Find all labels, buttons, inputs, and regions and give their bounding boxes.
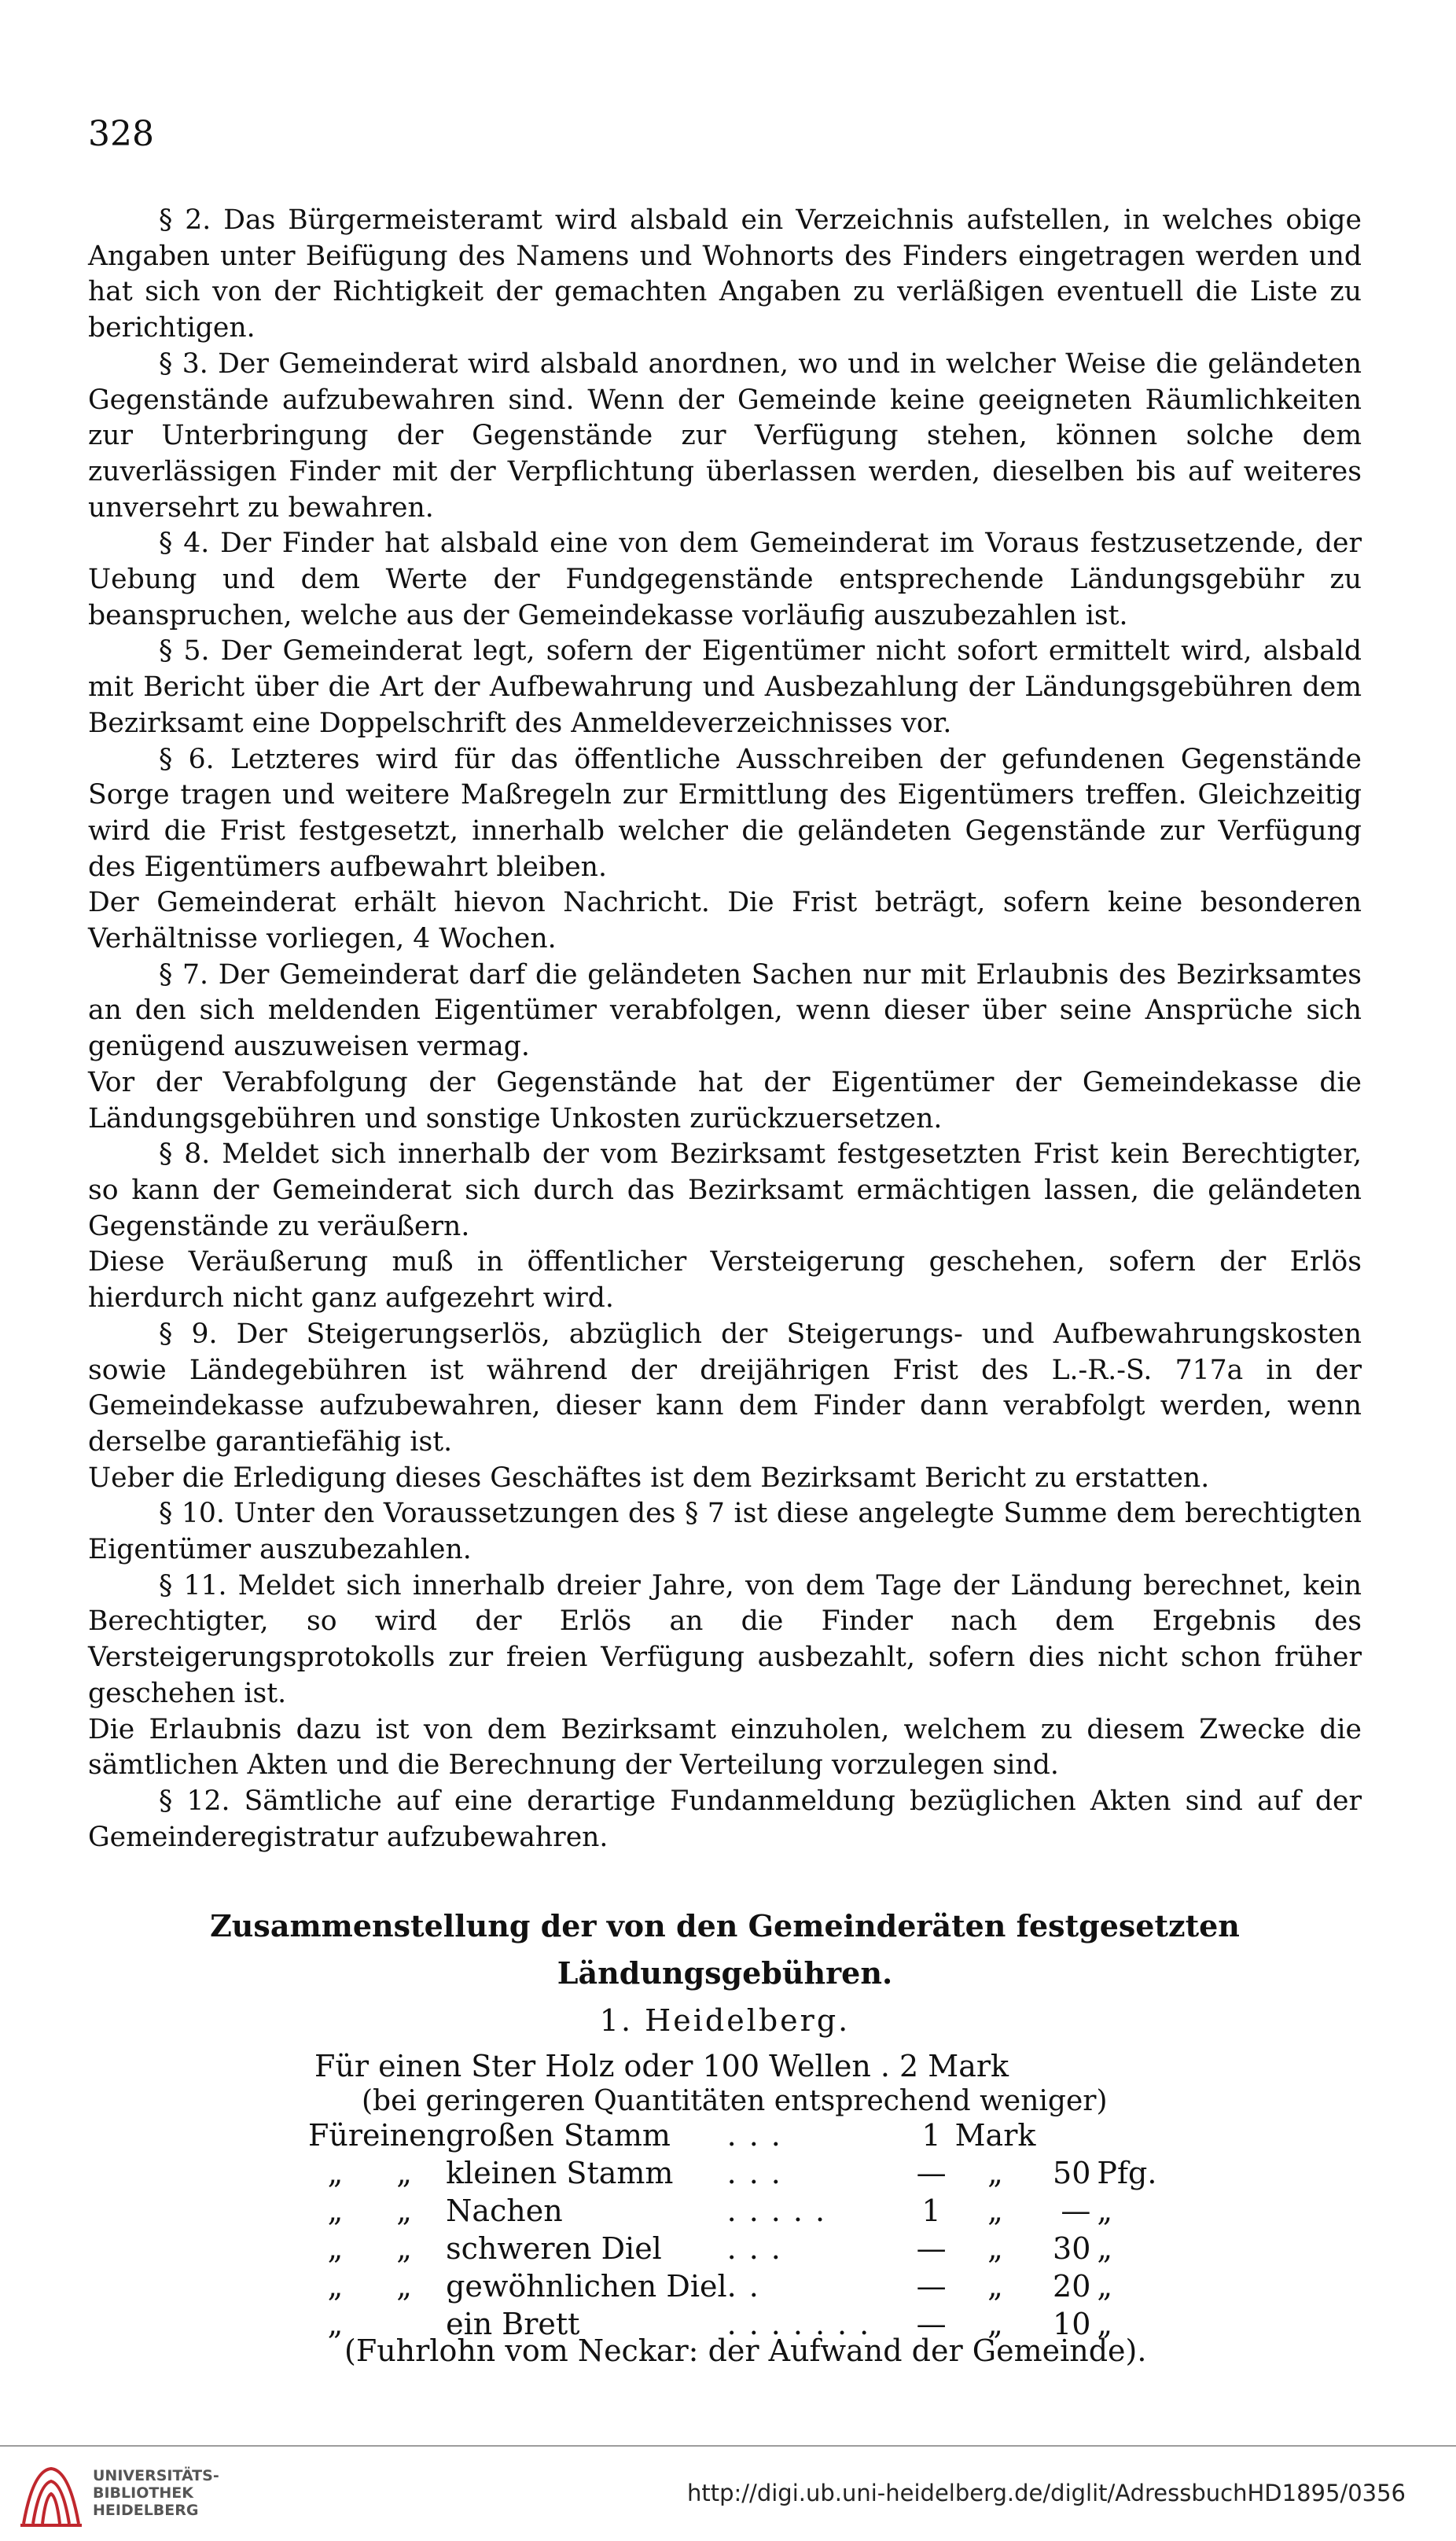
fee-cell-ditto2: „	[396, 2231, 412, 2266]
paragraph: § 7. Der Gemeinderat darf die geländeten Sachen nur mit Erlaubnis des Bezirksamtes an den sich meldenden Eigentümer verabfolgen, wenn dieser über seine Ansprüche sich genügend auszuweisen vermag.	[88, 958, 1362, 1063]
source-url-link[interactable]: http://digi.ub.uni-heidelberg.de/diglit/AdressbuchHD1895/0356	[686, 2480, 1406, 2506]
fee-cell-dots: ...	[726, 2118, 793, 2153]
fee-cell-unit: „	[987, 2156, 1003, 2190]
university-library-logo-icon	[17, 2462, 85, 2530]
fee-cell-unit2: „	[1097, 2269, 1113, 2304]
fee-cell-ditto1: „	[327, 2307, 344, 2341]
paragraph: § 2. Das Bürgermeisteramt wird alsbald ein Verzeichnis aufstellen, in welches obige Angaben unter Beifügung des Namens und Wohnorts des Finders eingetragen werden und hat sich von der Richtigkeit der gemachten Angaben zu verläßigen eventuell die Liste zu berichtigen.	[88, 204, 1362, 344]
fee-cell-unit: „	[987, 2269, 1003, 2304]
fee-cell-unit: „	[987, 2307, 1003, 2341]
fee-cell-unit2	[1090, 2115, 1160, 2153]
fee-cell-unit2: „	[1097, 2231, 1113, 2266]
fee-cell-mark: —	[916, 2307, 947, 2341]
body-text	[88, 203, 1362, 1855]
fee-cell-pfg: 50	[1053, 2156, 1091, 2190]
fee-row	[308, 2190, 1160, 2228]
fee-cell-ditto2: „	[396, 2193, 412, 2228]
fee-cell-ditto1: „	[327, 2193, 344, 2228]
fee-row	[308, 2115, 1160, 2153]
fee-note: (bei geringeren Quantitäten entsprechend weniger)	[362, 2085, 1108, 2117]
fee-cell-pfg: 10	[1053, 2307, 1091, 2341]
fee-line-wood: Für einen Ster Holz oder 100 Wellen . 2 Mark	[314, 2049, 1009, 2083]
fee-cell-ditto1: „	[327, 2231, 344, 2266]
fee-row	[308, 2266, 1160, 2304]
fee-cell-unit2: „	[1097, 2193, 1113, 2228]
fee-cell-item: Nachen	[446, 2193, 563, 2228]
fee-cell-mark: 1	[921, 2193, 941, 2228]
fee-cell-ditto2: einen	[362, 2118, 447, 2153]
fee-row	[308, 2228, 1160, 2266]
fee-cell-ditto2: „	[396, 2156, 412, 2190]
paragraph: Der Gemeinderat erhält hievon Nachricht. Die Frist beträgt, sofern keine besonderen Verhältnisse vorliegen, 4 Wochen.	[88, 887, 1362, 955]
fee-cell-item: ein Brett	[446, 2307, 580, 2341]
paragraph: § 10. Unter den Voraussetzungen des § 7 ist diese angelegte Summe dem berechtigten Eigentümer auszubezahlen.	[88, 1498, 1362, 1566]
library-name-line3: HEIDELBERG	[93, 2502, 199, 2519]
fee-cell-unit2: Pfg.	[1097, 2156, 1157, 2190]
paragraph: Die Erlaubnis dazu ist von dem Bezirksamt einzuholen, welchem zu diesem Zwecke die sämtlichen Akten und die Berechnung der Verteilung vorzulegen sind.	[88, 1713, 1362, 1782]
footer	[0, 2447, 1456, 2541]
page-number: 328	[88, 114, 154, 154]
fee-final-note: (Fuhrlohn vom Neckar: der Aufwand der Gemeinde).	[344, 2333, 1147, 2368]
fee-row	[308, 2153, 1160, 2190]
fee-cell-ditto2: „	[396, 2269, 412, 2304]
fee-cell-unit2: „	[1097, 2307, 1113, 2341]
city-heading: 1. Heidelberg.	[599, 2003, 851, 2038]
fee-cell-unit: „	[987, 2231, 1003, 2266]
paragraph: Ueber die Erledigung dieses Geschäftes ist dem Bezirksamt Bericht zu erstatten.	[88, 1462, 1210, 1494]
paragraph: § 12. Sämtliche auf eine derartige Fundanmeldung bezüglichen Akten sind auf der Gemeinderegistratur aufzubewahren.	[88, 1785, 1362, 1853]
fee-cell-mark: —	[916, 2156, 947, 2190]
fee-cell-dots: ...	[726, 2231, 793, 2266]
fee-cell-dots: ..	[726, 2269, 771, 2304]
paragraph: § 4. Der Finder hat alsbald eine von dem Gemeinderat im Voraus festzusetzende, der Uebung und dem Werte der Fundgegenstände entsprechende Ländungsgebühr zu beanspruchen, welche aus der Gemeindekasse vorläufig auszubezahlen ist.	[88, 528, 1362, 631]
fee-cell-item: gewöhnlichen Diel	[446, 2269, 727, 2304]
fee-cell-ditto1: „	[327, 2269, 344, 2304]
table-title: Zusammenstellung der von den Gemeinderäten festgesetzten Ländungsgebühren.	[210, 1908, 1240, 1991]
paragraph: § 11. Meldet sich innerhalb dreier Jahre, von dem Tage der Ländung berechnet, kein Berechtigter, so wird der Erlös an die Finder nach dem Ergebnis des Versteigerungsprotokolls zur freien Verfügung ausbezahlt, sofern dies nicht schon früher geschehen ist.	[88, 1569, 1362, 1709]
paragraph: Diese Veräußerung muß in öffentlicher Versteigerung geschehen, sofern der Erlös hierdurch nicht ganz aufgezehrt wird.	[88, 1246, 1362, 1315]
fee-cell-unit: „	[987, 2193, 1003, 2228]
fee-cell-pfg: 20	[1053, 2269, 1091, 2304]
fee-cell-item: kleinen Stamm	[446, 2156, 674, 2190]
fee-cell-dots: .....	[726, 2193, 838, 2228]
fee-cell-ditto1: Für	[308, 2118, 363, 2153]
fee-cell-unit: Mark	[954, 2118, 1036, 2153]
library-name	[93, 2467, 219, 2519]
paragraph: Vor der Verabfolgung der Gegenstände hat der Eigentümer der Gemeindekasse die Ländungsgebühren und sonstige Unkosten zurückzuersetzen.	[88, 1066, 1362, 1134]
fee-cell-pfg	[1035, 2115, 1090, 2153]
paragraph: § 9. Der Steigerungserlös, abzüglich der Steigerungs- und Aufbewahrungskosten sowie Ländegebühren ist während der dreijährigen Frist des L.-R.-S. 717a in der Gemeindekasse aufzubewahren, dieser kann dem Finder dann verabfolgt werden, wenn derselbe garantiefähig ist.	[88, 1318, 1362, 1458]
fee-table	[308, 2115, 1160, 2341]
paragraph: § 6. Letzteres wird für das öffentliche Ausschreiben der gefundenen Gegenstände Sorge tragen und weitere Maßregeln zur Ermittlung des Eigentümers treffen. Gleichzeitig wird die Frist festgesetzt, innerhalb welcher die geländeten Gegenstände zur Verfügung des Eigentümers aufbewahrt bleiben.	[88, 743, 1362, 883]
fee-cell-dots: .......	[726, 2307, 882, 2341]
fee-cell-item: schweren Diel	[446, 2231, 662, 2266]
paragraph: § 3. Der Gemeinderat wird alsbald anordnen, wo und in welcher Weise die geländeten Gegenstände aufzubewahren sind. Wenn der Gemeinde keine geeigneten Räumlichkeiten zur Unterbringung der Gegenstände zur Verfügung stehen, können solche dem zuverlässigen Finder mit der Verpflichtung überlassen werden, dieselben bis auf weiteres unversehrt zu bewahren.	[88, 348, 1362, 524]
paragraph: § 5. Der Gemeinderat legt, sofern der Eigentümer nicht sofort ermittelt wird, alsbald mit Bericht über die Art der Aufbewahrung und Ausbezahlung der Ländungsgebühren dem Bezirksamt eine Doppelschrift des Anmeldeverzeichnisses vor.	[88, 635, 1362, 739]
fee-cell-ditto1: „	[327, 2156, 344, 2190]
fee-cell-dots: ...	[726, 2156, 793, 2190]
fee-cell-pfg: —	[1061, 2193, 1091, 2228]
library-name-line1: UNIVERSITÄTS-	[93, 2467, 219, 2484]
fee-cell-mark: 1	[921, 2118, 941, 2153]
fee-cell-mark: —	[916, 2231, 947, 2266]
library-name-line2: BIBLIOTHEK	[93, 2484, 193, 2502]
fee-cell-mark: —	[916, 2269, 947, 2304]
fee-cell-item: großen Stamm	[446, 2118, 671, 2153]
fee-cell-pfg: 30	[1053, 2231, 1091, 2266]
paragraph: § 8. Meldet sich innerhalb der vom Bezirksamt festgesetzten Frist kein Berechtigter, so kann der Gemeinderat sich durch das Bezirksamt ermächtigen lassen, die geländeten Gegenstände zu veräußern.	[88, 1138, 1362, 1242]
